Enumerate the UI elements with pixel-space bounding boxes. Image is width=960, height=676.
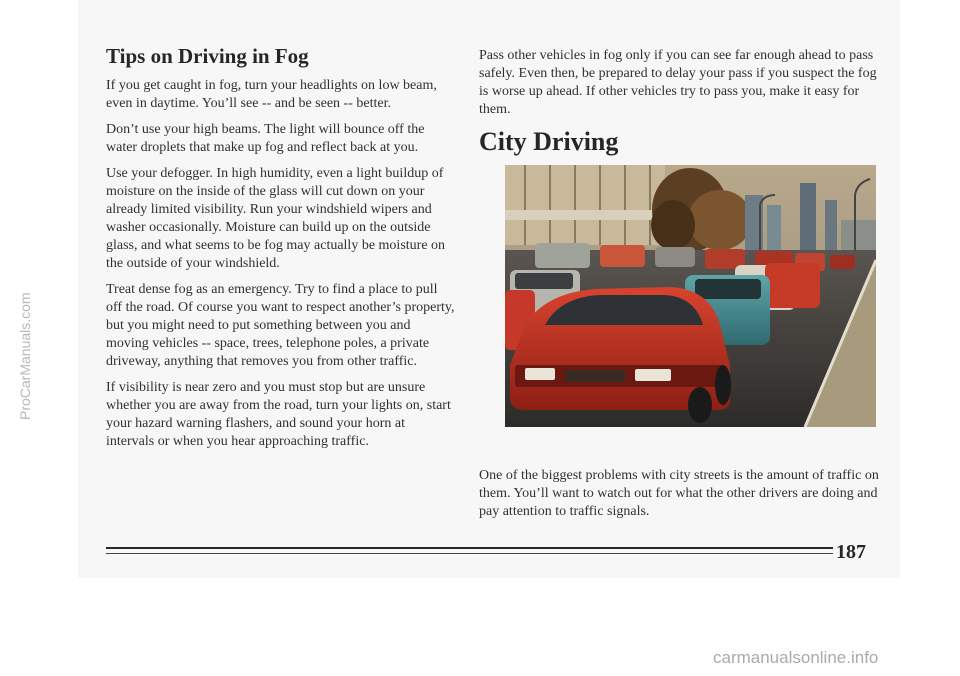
fog-paragraph-1: If you get caught in fog, turn your headlights on low beam, even in daytime. You’ll see -- and be seen -- better. [106, 78, 437, 111]
city-driving-heading: City Driving [479, 127, 619, 156]
footer-rule [106, 547, 833, 549]
footer-watermark: carmanualsonline.info [713, 648, 879, 667]
page-number: 187 [836, 541, 866, 563]
side-watermark [2, 120, 33, 420]
right-column [479, 47, 879, 529]
fog-paragraph-4: Treat dense fog as an emergency. Try to find a place to pull off the road. Of course you want to respect another’s property, but you might need to put something between you and moving vehicles -- space, trees, telephone poles, a private driveway, anything that removes you from other traffic. [106, 282, 455, 369]
side-watermark-text: ProCarManuals.com [17, 292, 33, 420]
fog-paragraph-2: Don’t use your high beams. The light will bounce off the water droplets that make up fog and reflect back at you. [106, 122, 425, 155]
city-traffic-photo [505, 165, 876, 427]
left-column [106, 44, 456, 459]
footer-rule-thin [106, 553, 833, 554]
fog-section-heading: Tips on Driving in Fog [106, 44, 309, 68]
fog-paragraph-3: Use your defogger. In high humidity, even a light buildup of moisture on the inside of the glass will cut down on your already limited visibility. Run your windshield wipers and washer occasionally. Moisture can build up on the outside glass, and what seems to be fog may actually be moisture on the outside of your windshield. [106, 166, 446, 271]
city-driving-paragraph: One of the biggest problems with city streets is the amount of traffic on them. You’ll want to watch out for what the other drivers are doing and pay attention to traffic signals. [479, 468, 879, 519]
passing-in-fog-paragraph: Pass other vehicles in fog only if you can see far enough ahead to pass safely. Even then, be prepared to delay your pass if you suspect the fog is worse up ahead. If other vehicles try to pass you, make it easy for them. [479, 48, 877, 117]
fog-paragraph-5: If visibility is near zero and you must stop but are unsure whether you are away from the road, turn your lights on, start your hazard warning flashers, and sound your horn at intervals or when you hear approaching traffic. [106, 380, 451, 449]
